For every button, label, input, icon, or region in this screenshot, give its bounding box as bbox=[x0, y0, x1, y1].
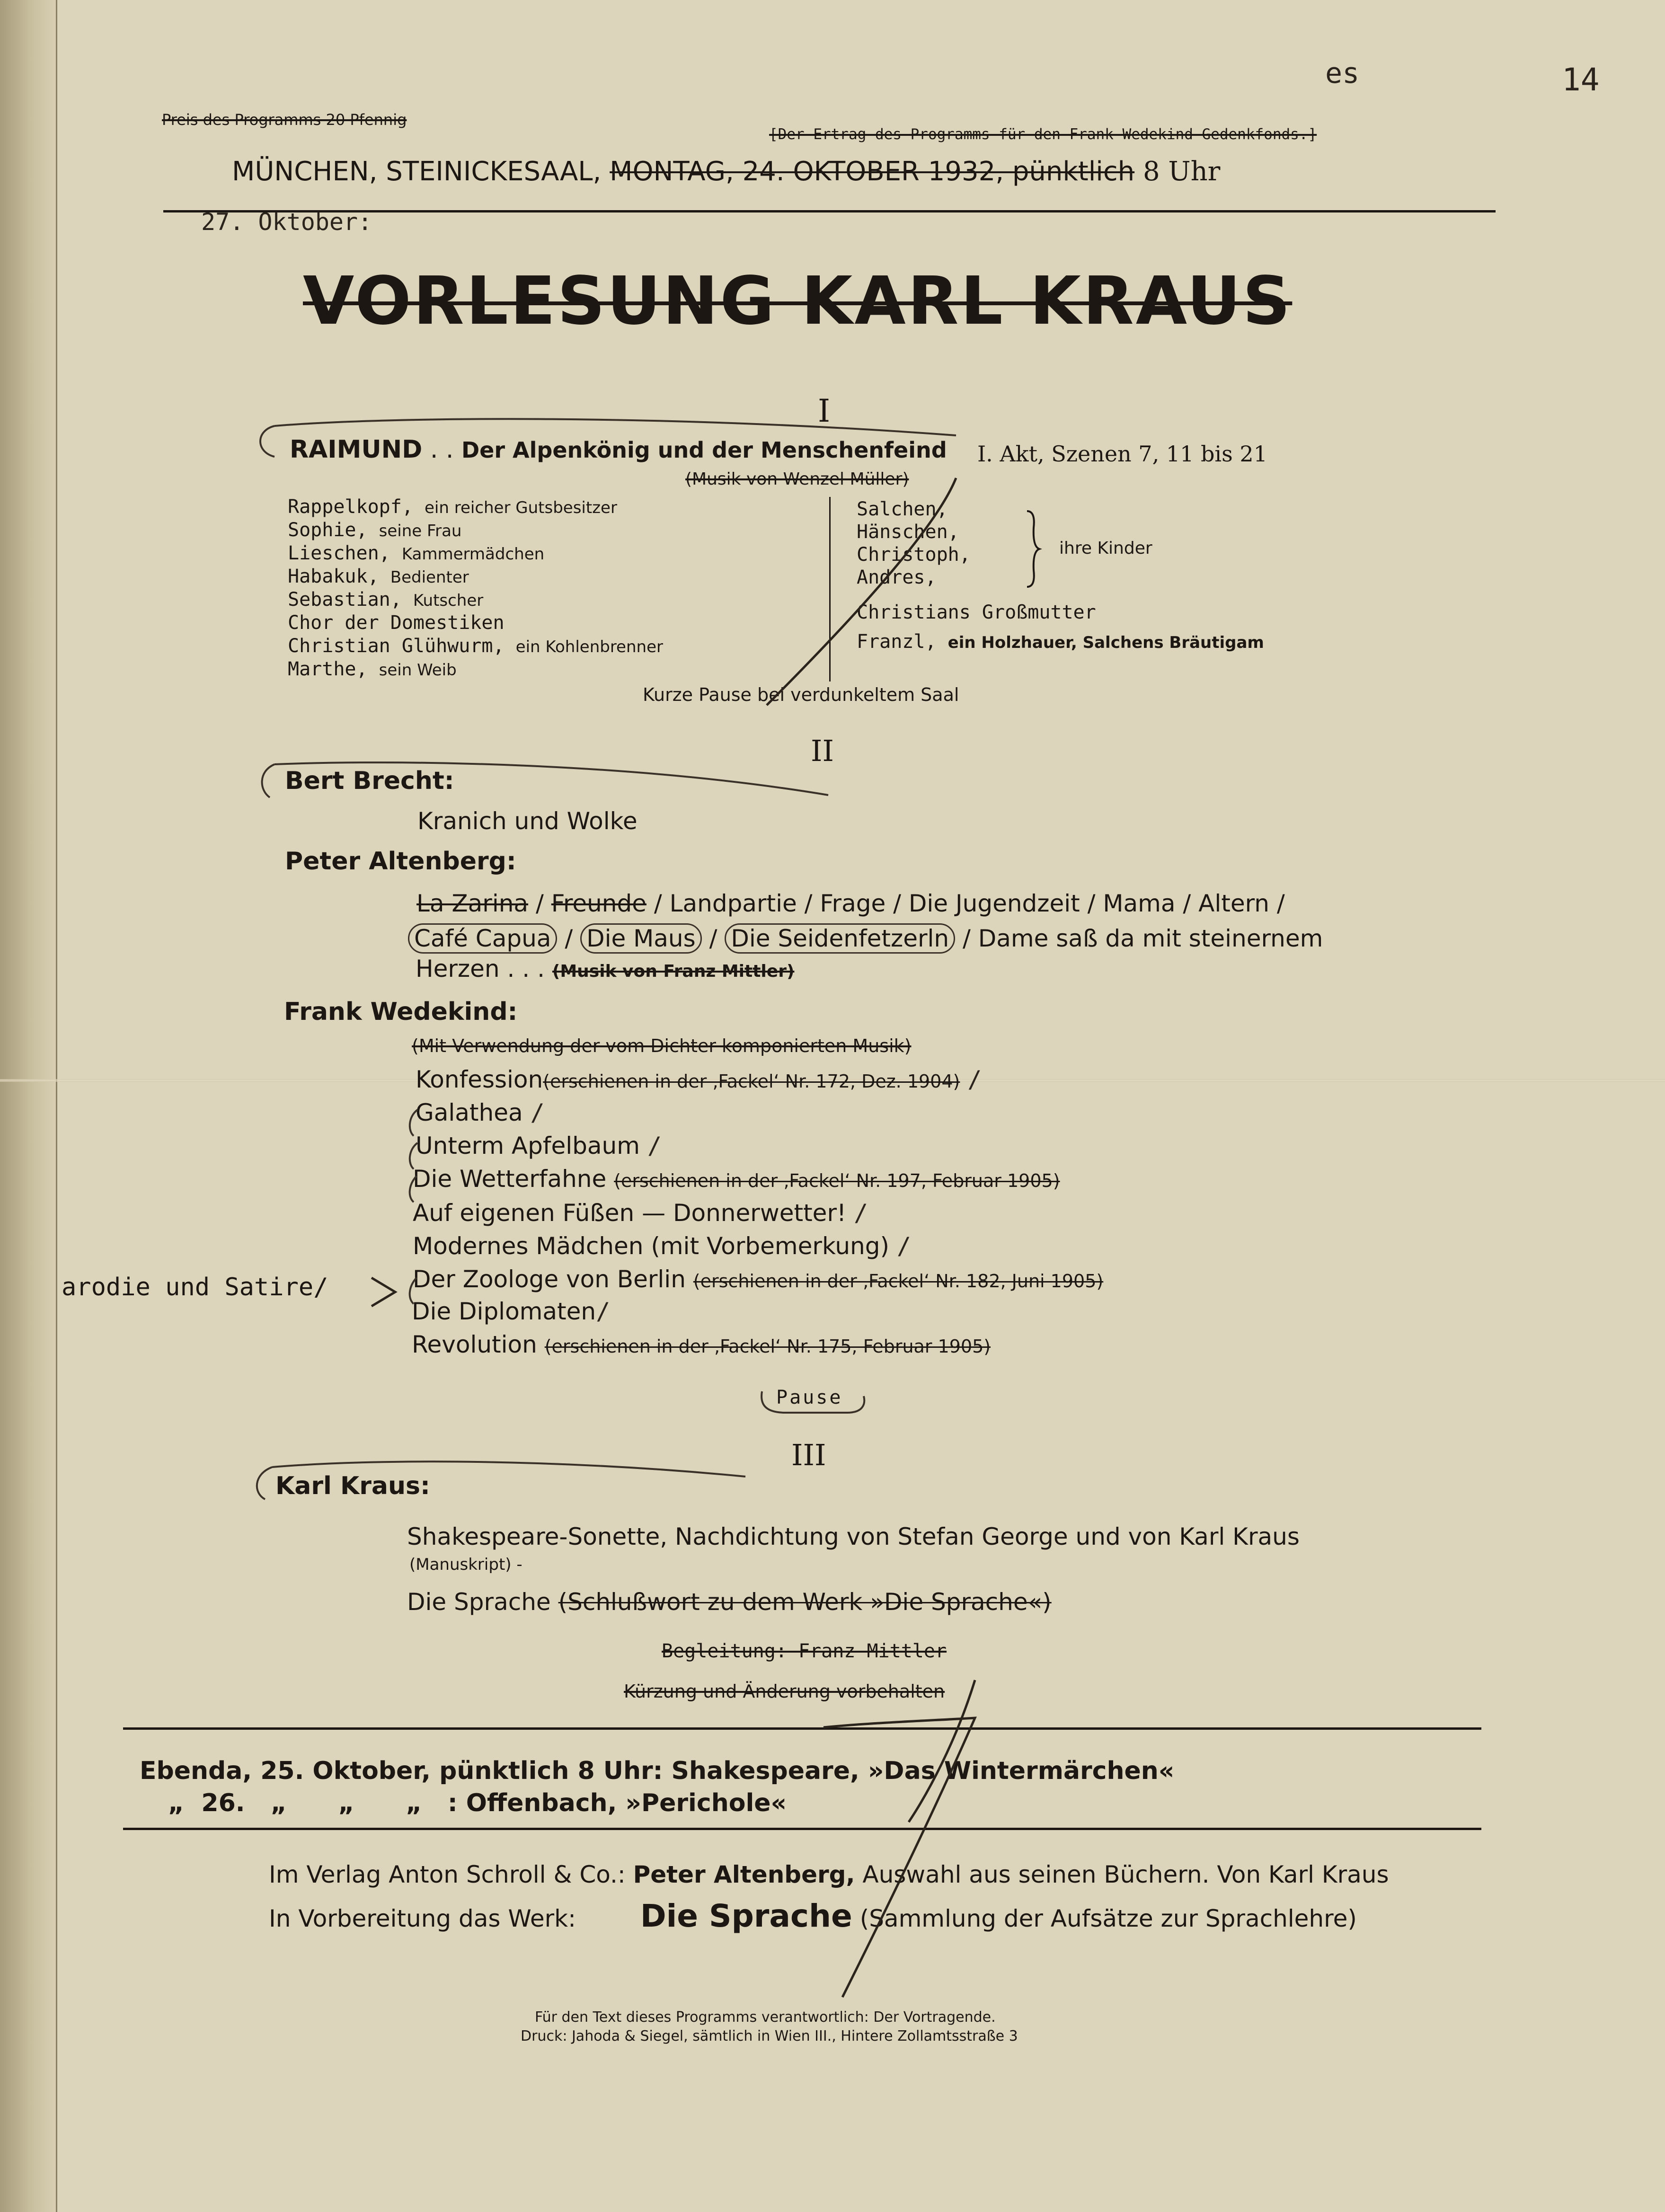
cast-left bbox=[288, 496, 663, 681]
raimund-music-note: (Musik von Wenzel Müller) bbox=[685, 469, 909, 489]
raimund-scenes: I. Akt, Szenen 7, 11 bis 21 bbox=[977, 441, 1267, 467]
handwritten-page-number: 14 bbox=[1562, 62, 1600, 98]
cast-member: Andres, bbox=[857, 566, 937, 588]
footer-printer: Druck: Jahoda & Siegel, sämtlich in Wien III., Hintere Zollamtsstraße 3 bbox=[521, 2028, 1018, 2044]
raimund-dots: . . bbox=[430, 435, 454, 464]
wedekind-item: Auf eigenen Füßen — Donnerwetter! / bbox=[413, 1199, 868, 1227]
proceeds-note: [Der Ertrag des Programms für den Frank Wedekind-Gedenkfonds.] bbox=[769, 126, 1317, 143]
wedekind-item: Die Diplomaten/ bbox=[412, 1298, 611, 1325]
children-label: ihre Kinder bbox=[1059, 539, 1152, 558]
part2-pause: Pause bbox=[776, 1387, 843, 1408]
altenberg-line3: Herzen . . . (Musik von Franz Mittler) bbox=[416, 955, 795, 982]
struck-music-note: (Musik von Franz Mittler) bbox=[552, 962, 795, 981]
cast-member: Chor der Domestiken bbox=[288, 612, 505, 634]
venue-date-struck: MONTAG, 24. OKTOBER 1932, pünktlich bbox=[610, 156, 1135, 187]
cast-member: Christoph, bbox=[857, 544, 971, 566]
altenberg-line2: Café Capua / Die Maus / Die Seidenfetzerln / Dame saß da mit steinernem bbox=[408, 925, 1323, 952]
cast-member: Marthe, sein Weib bbox=[288, 658, 457, 680]
accompaniment-note: Begleitung: Franz Mittler bbox=[662, 1640, 947, 1662]
cast-member: Sebastian, Kutscher bbox=[288, 589, 484, 611]
children-brace bbox=[1023, 509, 1042, 589]
handwritten-date: 27. Oktober: bbox=[201, 208, 372, 236]
pencil-pause-bracket bbox=[757, 1387, 871, 1420]
cast-member: Lieschen, Kammermädchen bbox=[288, 542, 545, 564]
part2-numeral: II bbox=[811, 734, 834, 768]
cast-member: Sophie, seine Frau bbox=[288, 519, 462, 541]
part1-numeral: I bbox=[818, 393, 831, 429]
cast-member: Habakuk, Bedienter bbox=[288, 566, 469, 587]
kraus-author: Karl Kraus: bbox=[275, 1472, 430, 1500]
wedekind-author: Frank Wedekind: bbox=[284, 998, 518, 1026]
cast-member: Christians Großmutter bbox=[857, 602, 1096, 623]
venue-line bbox=[232, 156, 1220, 187]
upcoming-line2: „ 26. „ „ „ : Offenbach, »Perichole« bbox=[168, 1789, 787, 1817]
publisher-line1: Im Verlag Anton Schroll & Co.: Peter Altenberg, Auswahl aus seinen Büchern. Von Karl Kraus bbox=[269, 1861, 1389, 1888]
wedekind-item: Galathea / bbox=[416, 1099, 545, 1126]
upcoming-line1: Ebenda, 25. Oktober, pünktlich 8 Uhr: Shakespeare, »Das Wintermärchen« bbox=[140, 1757, 1175, 1785]
circled-title: Die Maus bbox=[580, 923, 702, 954]
reserve-note: Kürzung und Änderung vorbehalten bbox=[624, 1681, 945, 1702]
wedekind-item: Die Wetterfahne (erschienen in der ‚Fackel‘ Nr. 197, Februar 1905) bbox=[413, 1165, 1060, 1193]
raimund-line bbox=[290, 435, 947, 464]
handwritten-mark: es bbox=[1325, 57, 1360, 90]
circled-title: Die Seidenfetzerln bbox=[725, 923, 955, 954]
raimund-work: Der Alpenkönig und der Menschenfeind bbox=[461, 437, 947, 463]
part1-pause: Kurze Pause bei verdunkeltem Saal bbox=[643, 684, 959, 705]
struck-title: Freunde bbox=[551, 890, 647, 917]
venue-prefix: MÜNCHEN, STEINICKESAAL, bbox=[232, 156, 602, 187]
cast-member: Rappelkopf, ein reicher Gutsbesitzer bbox=[288, 496, 617, 518]
circled-title: Café Capua bbox=[408, 923, 557, 954]
pencil-arrow bbox=[367, 1273, 414, 1316]
raimund-author: RAIMUND bbox=[290, 435, 423, 464]
upcoming-bottom-rule bbox=[123, 1828, 1481, 1830]
kraus-work2: Die Sprache (Schlußwort zu dem Werk »Die Sprache«) bbox=[407, 1588, 1052, 1616]
price-note: Preis des Programms 20 Pfennig bbox=[162, 111, 407, 129]
wedekind-item: Konfession(erschienen in der ‚Fackel‘ Nr. 172, Dez. 1904) / bbox=[416, 1066, 982, 1093]
pencil-slash-part1 bbox=[738, 469, 984, 715]
cast-member: Christian Glühwurm, ein Kohlenbrenner bbox=[288, 635, 663, 657]
venue-time: 8 Uhr bbox=[1142, 156, 1221, 187]
brecht-author: Bert Brecht: bbox=[285, 767, 454, 795]
brecht-work: Kranich und Wolke bbox=[417, 807, 638, 835]
cast-member: Hänschen, bbox=[857, 521, 959, 543]
footer-responsibility: Für den Text dieses Programms verantwortlich: Der Vortragende. bbox=[535, 2009, 996, 2026]
wedekind-item: Unterm Apfelbaum / bbox=[416, 1132, 662, 1159]
binding-edge bbox=[0, 0, 57, 2212]
wedekind-item: Revolution (erschienen in der ‚Fackel‘ Nr. 175, Februar 1905) bbox=[412, 1331, 991, 1358]
altenberg-line1: La Zarina / Freunde / Landpartie / Frage / Die Jugendzeit / Mama / Altern / bbox=[416, 890, 1285, 917]
cast-member: Franzl, ein Holzhauer, Salchens Bräutigam bbox=[857, 631, 1264, 653]
cast-member: Salchen, bbox=[857, 498, 948, 520]
part3-numeral: III bbox=[791, 1438, 826, 1472]
upcoming-top-rule bbox=[123, 1727, 1481, 1730]
struck-title: La Zarina bbox=[416, 890, 529, 917]
wedekind-music-note: (Mit Verwendung der vom Dichter komponierten Musik) bbox=[412, 1035, 912, 1056]
wedekind-item: Der Zoologe von Berlin (erschienen in der ‚Fackel‘ Nr. 182, Juni 1905) bbox=[413, 1265, 1104, 1293]
wedekind-item: Modernes Mädchen (mit Vorbemerkung) / bbox=[413, 1232, 911, 1260]
publisher-line2: In Vorbereitung das Werk: Die Sprache (Sammlung der Aufsätze zur Sprachlehre) bbox=[269, 1898, 1357, 1934]
altenberg-author: Peter Altenberg: bbox=[285, 847, 516, 876]
altenberg-titles: Landpartie / Frage / Die Jugendzeit / Mama / Altern / bbox=[669, 890, 1285, 917]
page-title: VORLESUNG KARL KRAUS bbox=[303, 263, 1293, 340]
kraus-work1: Shakespeare-Sonette, Nachdichtung von Stefan George und von Karl Kraus bbox=[407, 1523, 1300, 1550]
kraus-work1-note: (Manuskript) - bbox=[409, 1555, 523, 1574]
margin-note-parodie: arodie und Satire/ bbox=[62, 1273, 328, 1301]
page-fold bbox=[56, 0, 57, 2212]
pencil-slash-bottom bbox=[814, 1671, 1013, 2002]
